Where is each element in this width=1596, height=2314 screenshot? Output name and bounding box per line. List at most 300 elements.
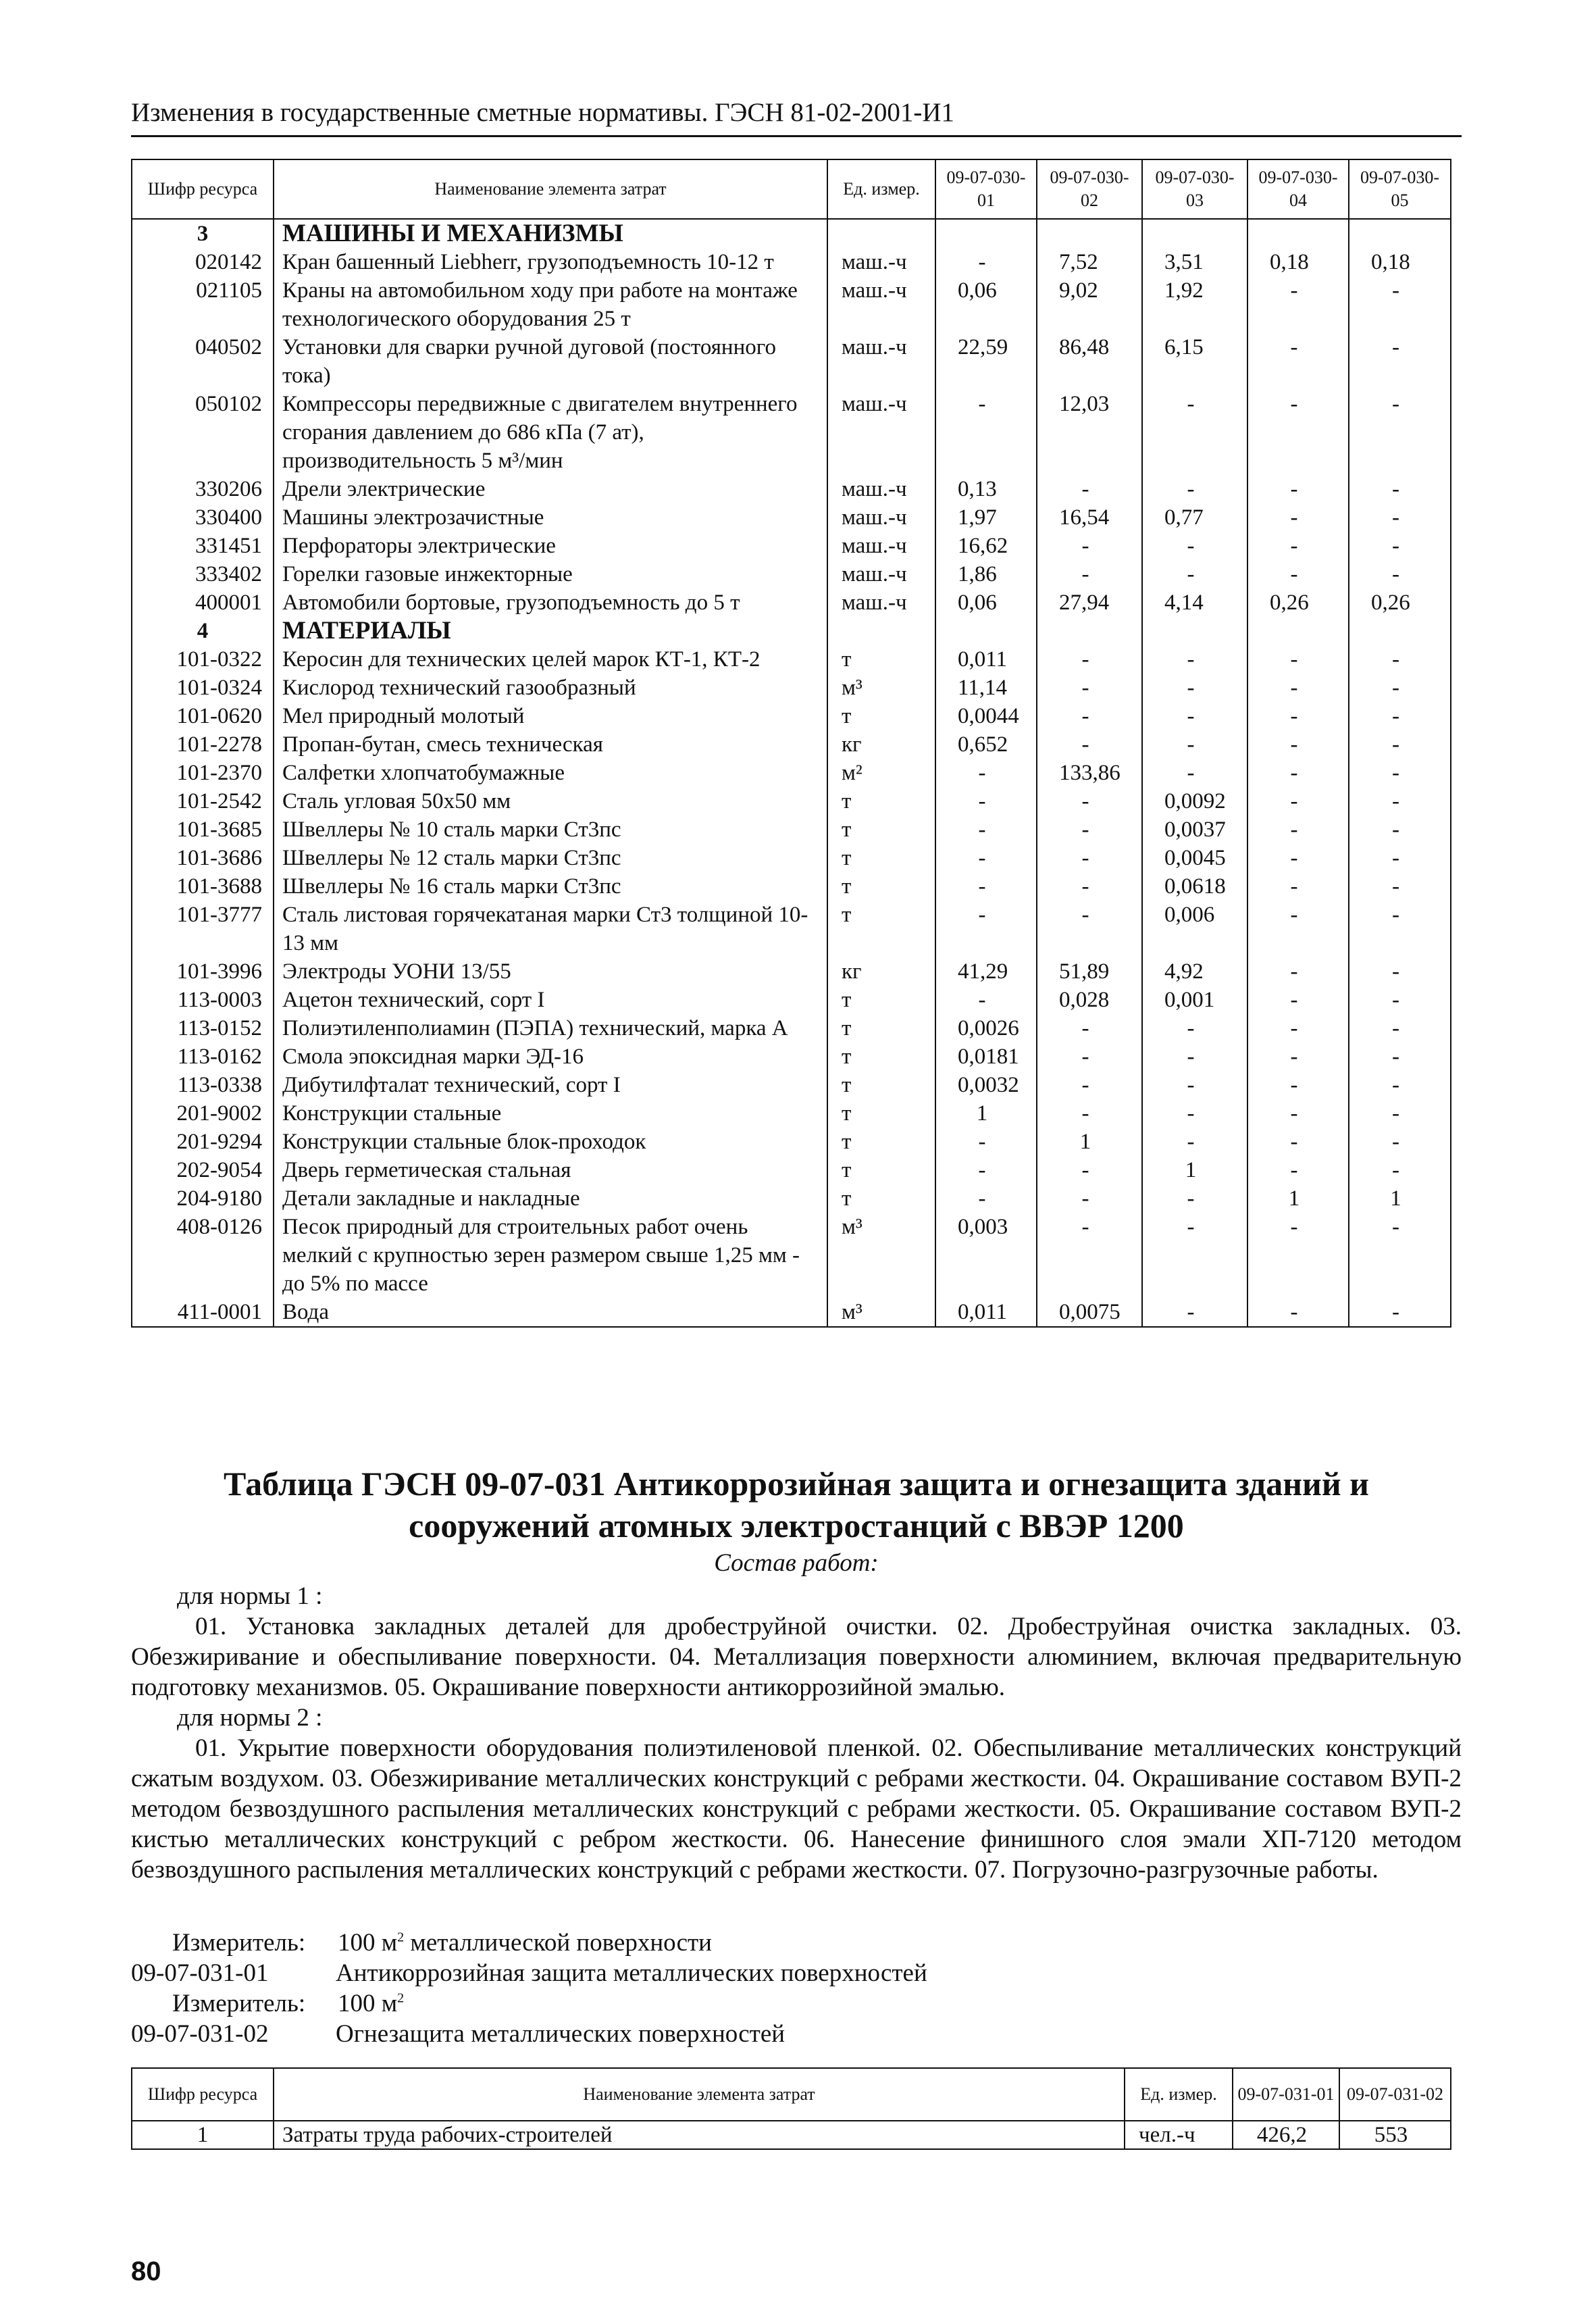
row-value: -: [1349, 1128, 1451, 1156]
row-value: 6,15: [1142, 333, 1247, 390]
row-value: -: [1037, 1099, 1142, 1128]
row-name: Дибутилфталат технический, сорт I: [274, 1071, 827, 1099]
row-name: Сталь листовая горячекатаная марки Ст3 толщиной 10-13 мм: [274, 901, 827, 957]
row-name: Дрели электрические: [274, 475, 827, 503]
table-row: [132, 560, 1451, 588]
row-code: 204-9180: [132, 1184, 274, 1213]
empty-cell: [827, 219, 935, 248]
row-value: -: [1037, 844, 1142, 872]
row-code: 101-3996: [132, 957, 274, 986]
meter1-label: Измеритель:: [172, 1929, 306, 1957]
table-row: [132, 2121, 1451, 2149]
row-value: -: [1349, 1071, 1451, 1099]
row-value: -: [1037, 787, 1142, 815]
row-value: 0,26: [1247, 588, 1349, 617]
row-value: 11,14: [935, 674, 1037, 702]
row-name: Песок природный для строительных работ очень мелкий с крупностью зерен размером свыше 1,25 мм - до 5% по массе: [274, 1213, 827, 1298]
table-row: [132, 1128, 1451, 1156]
row-code: 113-0338: [132, 1071, 274, 1099]
row-value: -: [935, 390, 1037, 475]
row-value: 1,92: [1142, 276, 1247, 333]
row-value: 0,06: [935, 276, 1037, 333]
row-name: Перфораторы электрические: [274, 532, 827, 560]
row-unit: м²: [827, 759, 935, 787]
row-value: -: [1349, 532, 1451, 560]
table-header-row: [132, 2068, 1451, 2121]
row-value: -: [1349, 759, 1451, 787]
row-value: 0,028: [1037, 986, 1142, 1014]
row-value: 0,77: [1142, 503, 1247, 532]
row-value: 0,011: [935, 1298, 1037, 1327]
row-unit: маш.-ч: [827, 390, 935, 475]
row-value: -: [935, 872, 1037, 901]
work-composition-label: Состав работ:: [714, 1549, 879, 1577]
section-code: 4: [132, 617, 274, 645]
table-row: [132, 532, 1451, 560]
row-code: 021105: [132, 276, 274, 333]
row-value: -: [935, 1156, 1037, 1184]
row-value: 0,011: [935, 645, 1037, 674]
table-row: [132, 1099, 1451, 1128]
row-code: 333402: [132, 560, 274, 588]
table-row: [132, 645, 1451, 674]
row-name: Швеллеры № 12 сталь марки Ст3пс: [274, 844, 827, 872]
row-value: 1: [935, 1099, 1037, 1128]
row-value: 3,51: [1142, 248, 1247, 276]
resource-table-031: [131, 2067, 1451, 2150]
row-value: 426,2: [1233, 2121, 1339, 2149]
table-row: [132, 844, 1451, 872]
row-unit: маш.-ч: [827, 333, 935, 390]
row-value: -: [1247, 1099, 1349, 1128]
row-value: -: [1349, 1042, 1451, 1071]
row-value: -: [1247, 957, 1349, 986]
row-unit: маш.-ч: [827, 588, 935, 617]
row-value: -: [1037, 815, 1142, 844]
row-name: Дверь герметическая стальная: [274, 1156, 827, 1184]
table-row: [132, 787, 1451, 815]
row-value: 0,13: [935, 475, 1037, 503]
row-value: -: [1142, 475, 1247, 503]
row-value: 1: [1037, 1128, 1142, 1156]
row-unit: т: [827, 844, 935, 872]
row-value: -: [1349, 1213, 1451, 1298]
row-value: -: [1247, 390, 1349, 475]
row-code: 101-0620: [132, 702, 274, 730]
row-value: -: [1247, 787, 1349, 815]
table-row: [132, 1184, 1451, 1213]
row-value: -: [935, 844, 1037, 872]
row-value: -: [1142, 560, 1247, 588]
row-value: -: [1037, 560, 1142, 588]
row-value: -: [1247, 475, 1349, 503]
norm2-label: для нормы 2 :: [177, 1704, 323, 1732]
row-name: Краны на автомобильном ходу при работе на монтаже технологического оборудования 25 т: [274, 276, 827, 333]
row-value: 0,0618: [1142, 872, 1247, 901]
row-value: -: [935, 248, 1037, 276]
table-row: [132, 1042, 1451, 1071]
row-code: 330206: [132, 475, 274, 503]
row-value: -: [1349, 333, 1451, 390]
row-value: -: [1247, 844, 1349, 872]
row-name: Электроды УОНИ 13/55: [274, 957, 827, 986]
row-value: 22,59: [935, 333, 1037, 390]
row-value: -: [1247, 1042, 1349, 1071]
empty-cell: [1247, 617, 1349, 645]
row-unit: кг: [827, 957, 935, 986]
row-unit: т: [827, 815, 935, 844]
row-name: Ацетон технический, сорт I: [274, 986, 827, 1014]
row-value: 0,006: [1142, 901, 1247, 957]
norm2-text: 01. Укрытие поверхности оборудования полиэтиленовой пленкой. 02. Обеспыливание металлических конструкций сжатым воздухом. 03. Обезжиривание металлических конструкций с ребрами жесткости. 04. Окрашивание составом ВУП-2 методом безвоздушного распыления металлических конструкций с ребрами жесткости. 05. Окрашивание составом ВУП-2 кистью металлических конструкций с ребром жесткости. 06. Нанесение финишного слоя эмали ХП-7120 методом безвоздушного распыления металлических конструкций с ребрами жесткости. 07. Погрузочно-разгрузочные работы.: [131, 1734, 1462, 1884]
row-value: -: [1142, 1042, 1247, 1071]
row-value: -: [1349, 276, 1451, 333]
table-row: [132, 588, 1451, 617]
row-value: -: [1142, 759, 1247, 787]
running-header: Изменения в государственные сметные нормативы. ГЭСН 81-02-2001-И1: [131, 98, 954, 127]
row-unit: т: [827, 1156, 935, 1184]
row-code: 201-9294: [132, 1128, 274, 1156]
header-rule: [131, 135, 1462, 137]
row-value: -: [1142, 1099, 1247, 1128]
row-value: -: [1037, 730, 1142, 759]
row-unit: т: [827, 645, 935, 674]
row-value: -: [1349, 844, 1451, 872]
row-value: -: [1247, 645, 1349, 674]
table-row: [132, 333, 1451, 390]
row-unit: чел.-ч: [1125, 2121, 1233, 2149]
table-row: [132, 390, 1451, 475]
row-unit: т: [827, 986, 935, 1014]
table-row: [132, 1014, 1451, 1042]
meter2-label: Измеритель:: [172, 1990, 306, 2017]
row-unit: маш.-ч: [827, 248, 935, 276]
row-value: -: [1349, 872, 1451, 901]
row-value: 16,62: [935, 532, 1037, 560]
resource-table-030: [131, 159, 1451, 1328]
row-code: 101-2542: [132, 787, 274, 815]
row-value: -: [935, 901, 1037, 957]
section-row: [132, 617, 1451, 645]
row-unit: т: [827, 1099, 935, 1128]
row-value: -: [1349, 730, 1451, 759]
row-value: -: [1247, 333, 1349, 390]
row-name: Швеллеры № 16 сталь марки Ст3пс: [274, 872, 827, 901]
table-row: [132, 872, 1451, 901]
row-value: 0,652: [935, 730, 1037, 759]
col-header-norm: 09-07-030-04: [1247, 159, 1349, 219]
row-value: -: [935, 986, 1037, 1014]
table-title: Таблица ГЭСН 09-07-031 Антикоррозийная защита и огнезащита зданий и сооружений атомных электростанций с ВВЭР 1200: [224, 1465, 1369, 1544]
row-name: Швеллеры № 10 сталь марки Ст3пс: [274, 815, 827, 844]
row-value: 0,0181: [935, 1042, 1037, 1071]
row-value: 0,0044: [935, 702, 1037, 730]
row-name: Горелки газовые инжекторные: [274, 560, 827, 588]
row-value: -: [1247, 560, 1349, 588]
row-code: 113-0003: [132, 986, 274, 1014]
row-code: 400001: [132, 588, 274, 617]
row-value: -: [1349, 560, 1451, 588]
section-title: МАТЕРИАЛЫ: [274, 617, 827, 645]
row-value: -: [1142, 702, 1247, 730]
row-code: 050102: [132, 390, 274, 475]
empty-cell: [935, 219, 1037, 248]
row-code: 113-0152: [132, 1014, 274, 1042]
section-row: [132, 219, 1451, 248]
row-value: -: [1349, 503, 1451, 532]
row-unit: т: [827, 1184, 935, 1213]
row-value: -: [1247, 872, 1349, 901]
row-value: -: [1247, 901, 1349, 957]
row-unit: т: [827, 702, 935, 730]
row-value: -: [1247, 503, 1349, 532]
row-code: 101-3686: [132, 844, 274, 872]
section-code: 3: [132, 219, 274, 248]
row-code: 330400: [132, 503, 274, 532]
row-value: -: [1247, 730, 1349, 759]
row-code: 101-3777: [132, 901, 274, 957]
row-value: -: [1037, 1014, 1142, 1042]
empty-cell: [827, 617, 935, 645]
row-code: 201-9002: [132, 1099, 274, 1128]
row-value: -: [935, 759, 1037, 787]
row-value: -: [1349, 1156, 1451, 1184]
page-number: 80: [131, 2257, 161, 2286]
row-value: -: [1142, 390, 1247, 475]
row-value: -: [1037, 1213, 1142, 1298]
row-value: -: [1349, 645, 1451, 674]
row-name: Смола эпоксидная марки ЭД-16: [274, 1042, 827, 1071]
col-header-norm: 09-07-030-02: [1037, 159, 1142, 219]
row-name: Кран башенный Liebherr, грузоподъемность 10-12 т: [274, 248, 827, 276]
row-name: Пропан-бутан, смесь техническая: [274, 730, 827, 759]
row-value: -: [1247, 276, 1349, 333]
row-code: 101-0324: [132, 674, 274, 702]
empty-cell: [1037, 219, 1142, 248]
row-value: 0,003: [935, 1213, 1037, 1298]
row-unit: маш.-ч: [827, 503, 935, 532]
row-value: 1,97: [935, 503, 1037, 532]
row-value: -: [1247, 986, 1349, 1014]
row-value: -: [1349, 475, 1451, 503]
col-header-unit: Ед. измер.: [827, 159, 935, 219]
row-value: -: [1142, 674, 1247, 702]
row-name: Керосин для технических целей марок КТ-1, КТ-2: [274, 645, 827, 674]
table-row: [132, 674, 1451, 702]
empty-cell: [1142, 219, 1247, 248]
row-value: -: [935, 1184, 1037, 1213]
row-value: -: [1037, 1156, 1142, 1184]
row-value: 12,03: [1037, 390, 1142, 475]
table-row: [132, 730, 1451, 759]
row-value: 4,92: [1142, 957, 1247, 986]
col-header-name: Наименование элемента затрат: [274, 159, 827, 219]
row-code: 101-0322: [132, 645, 274, 674]
row-unit: м³: [827, 1213, 935, 1298]
row-value: 0,0037: [1142, 815, 1247, 844]
row-value: -: [1247, 815, 1349, 844]
row-code: 101-2370: [132, 759, 274, 787]
row-value: -: [1142, 1213, 1247, 1298]
row-value: 1,86: [935, 560, 1037, 588]
col-header-name: Наименование элемента затрат: [274, 2068, 1125, 2121]
row-unit: т: [827, 901, 935, 957]
row-value: -: [935, 787, 1037, 815]
row-code: 101-3688: [132, 872, 274, 901]
row-unit: маш.-ч: [827, 475, 935, 503]
row-value: 16,54: [1037, 503, 1142, 532]
row-code: 113-0162: [132, 1042, 274, 1071]
row-value: -: [1037, 1071, 1142, 1099]
table-row: [132, 475, 1451, 503]
row-value: -: [1349, 1298, 1451, 1327]
row-value: -: [1142, 1128, 1247, 1156]
empty-cell: [1349, 617, 1451, 645]
norm-a-code: 09-07-031-01: [131, 1959, 269, 1987]
row-value: -: [1142, 645, 1247, 674]
row-code: 020142: [132, 248, 274, 276]
row-value: 0,001: [1142, 986, 1247, 1014]
row-unit: т: [827, 872, 935, 901]
row-value: -: [1247, 1071, 1349, 1099]
row-value: 4,14: [1142, 588, 1247, 617]
row-value: -: [1037, 1184, 1142, 1213]
norm-b-code: 09-07-031-02: [131, 2020, 269, 2048]
row-value: -: [1349, 702, 1451, 730]
row-value: 1: [1142, 1156, 1247, 1184]
table-row: [132, 276, 1451, 333]
empty-cell: [1037, 617, 1142, 645]
row-value: -: [935, 815, 1037, 844]
row-unit: т: [827, 787, 935, 815]
row-name: Машины электрозачистные: [274, 503, 827, 532]
row-value: 0,26: [1349, 588, 1451, 617]
row-name: Вода: [274, 1298, 827, 1327]
col-header-code: Шифр ресурса: [132, 2068, 274, 2121]
row-code: 040502: [132, 333, 274, 390]
col-header-norm: 09-07-031-01: [1233, 2068, 1339, 2121]
row-value: -: [1037, 872, 1142, 901]
row-value: -: [1247, 759, 1349, 787]
norm-a-name: Антикоррозийная защита металлических поверхностей: [336, 1959, 927, 1987]
norm1-label: для нормы 1 :: [177, 1582, 323, 1610]
row-name: Компрессоры передвижные с двигателем внутреннего сгорания давлением до 686 кПа (7 ат), производительность 5 м³/мин: [274, 390, 827, 475]
row-value: 7,52: [1037, 248, 1142, 276]
table-row: [132, 1156, 1451, 1184]
table-row: [132, 1298, 1451, 1327]
row-unit: т: [827, 1014, 935, 1042]
row-value: 1: [1349, 1184, 1451, 1213]
row-value: -: [1037, 674, 1142, 702]
row-value: -: [1037, 702, 1142, 730]
row-value: -: [1349, 815, 1451, 844]
row-value: -: [1037, 475, 1142, 503]
row-value: -: [1349, 787, 1451, 815]
row-value: -: [1247, 1298, 1349, 1327]
row-unit: кг: [827, 730, 935, 759]
meter1-value: 100 $м^2$ металлической поверхности: [338, 1929, 712, 1957]
col-header-norm: 09-07-031-02: [1339, 2068, 1451, 2121]
row-value: 9,02: [1037, 276, 1142, 333]
row-value: -: [1247, 1014, 1349, 1042]
empty-cell: [1349, 219, 1451, 248]
table-row: [132, 986, 1451, 1014]
row-code: 1: [132, 2121, 274, 2149]
row-unit: маш.-ч: [827, 532, 935, 560]
row-value: 51,89: [1037, 957, 1142, 986]
row-value: -: [935, 1128, 1037, 1156]
row-code: 411-0001: [132, 1298, 274, 1327]
row-unit: т: [827, 1128, 935, 1156]
row-value: 0,0026: [935, 1014, 1037, 1042]
row-name: Конструкции стальные блок-проходок: [274, 1128, 827, 1156]
row-value: 0,18: [1349, 248, 1451, 276]
col-header-code: Шифр ресурса: [132, 159, 274, 219]
row-name: Детали закладные и накладные: [274, 1184, 827, 1213]
row-unit: м³: [827, 674, 935, 702]
table-row: [132, 1213, 1451, 1298]
row-value: -: [1349, 674, 1451, 702]
row-value: 1: [1247, 1184, 1349, 1213]
row-code: 101-3685: [132, 815, 274, 844]
row-value: 27,94: [1037, 588, 1142, 617]
row-value: -: [1142, 532, 1247, 560]
table-row: [132, 957, 1451, 986]
row-value: -: [1247, 1213, 1349, 1298]
table-header-row: [132, 159, 1451, 219]
col-header-norm: 09-07-030-05: [1349, 159, 1451, 219]
row-value: -: [1142, 1014, 1247, 1042]
col-header-unit: Ед. измер.: [1125, 2068, 1233, 2121]
row-value: -: [1247, 674, 1349, 702]
row-name: Мел природный молотый: [274, 702, 827, 730]
row-value: -: [1349, 1099, 1451, 1128]
row-value: -: [1247, 532, 1349, 560]
row-value: -: [1349, 986, 1451, 1014]
col-header-norm: 09-07-030-01: [935, 159, 1037, 219]
table-row: [132, 248, 1451, 276]
row-unit: т: [827, 1042, 935, 1071]
row-unit: т: [827, 1071, 935, 1099]
row-code: 331451: [132, 532, 274, 560]
row-value: 0,0032: [935, 1071, 1037, 1099]
row-value: -: [1142, 1071, 1247, 1099]
table-row: [132, 1071, 1451, 1099]
row-value: -: [1247, 1128, 1349, 1156]
row-unit: маш.-ч: [827, 276, 935, 333]
row-value: -: [1349, 390, 1451, 475]
row-code: 202-9054: [132, 1156, 274, 1184]
col-header-norm: 09-07-030-03: [1142, 159, 1247, 219]
row-unit: маш.-ч: [827, 560, 935, 588]
norm1-text: 01. Установка закладных деталей для дробеструйной очистки. 02. Дробеструйная очистка закладных. 03. Обезжиривание и обеспыливание поверхности. 04. Металлизация поверхности алюминием, включая предварительную подготовку механизмов. 05. Окрашивание поверхности антикоррозийной эмалью.: [131, 1613, 1462, 1701]
row-value: 0,18: [1247, 248, 1349, 276]
row-value: -: [1037, 645, 1142, 674]
row-value: -: [1247, 702, 1349, 730]
row-value: 86,48: [1037, 333, 1142, 390]
row-value: -: [1037, 1042, 1142, 1071]
row-value: -: [1142, 730, 1247, 759]
row-value: 0,06: [935, 588, 1037, 617]
empty-cell: [1247, 219, 1349, 248]
empty-cell: [1142, 617, 1247, 645]
row-value: -: [1037, 901, 1142, 957]
row-unit: м³: [827, 1298, 935, 1327]
row-value: -: [1349, 901, 1451, 957]
row-value: -: [1142, 1298, 1247, 1327]
table-row: [132, 702, 1451, 730]
row-name: Установки для сварки ручной дуговой (постоянного тока): [274, 333, 827, 390]
